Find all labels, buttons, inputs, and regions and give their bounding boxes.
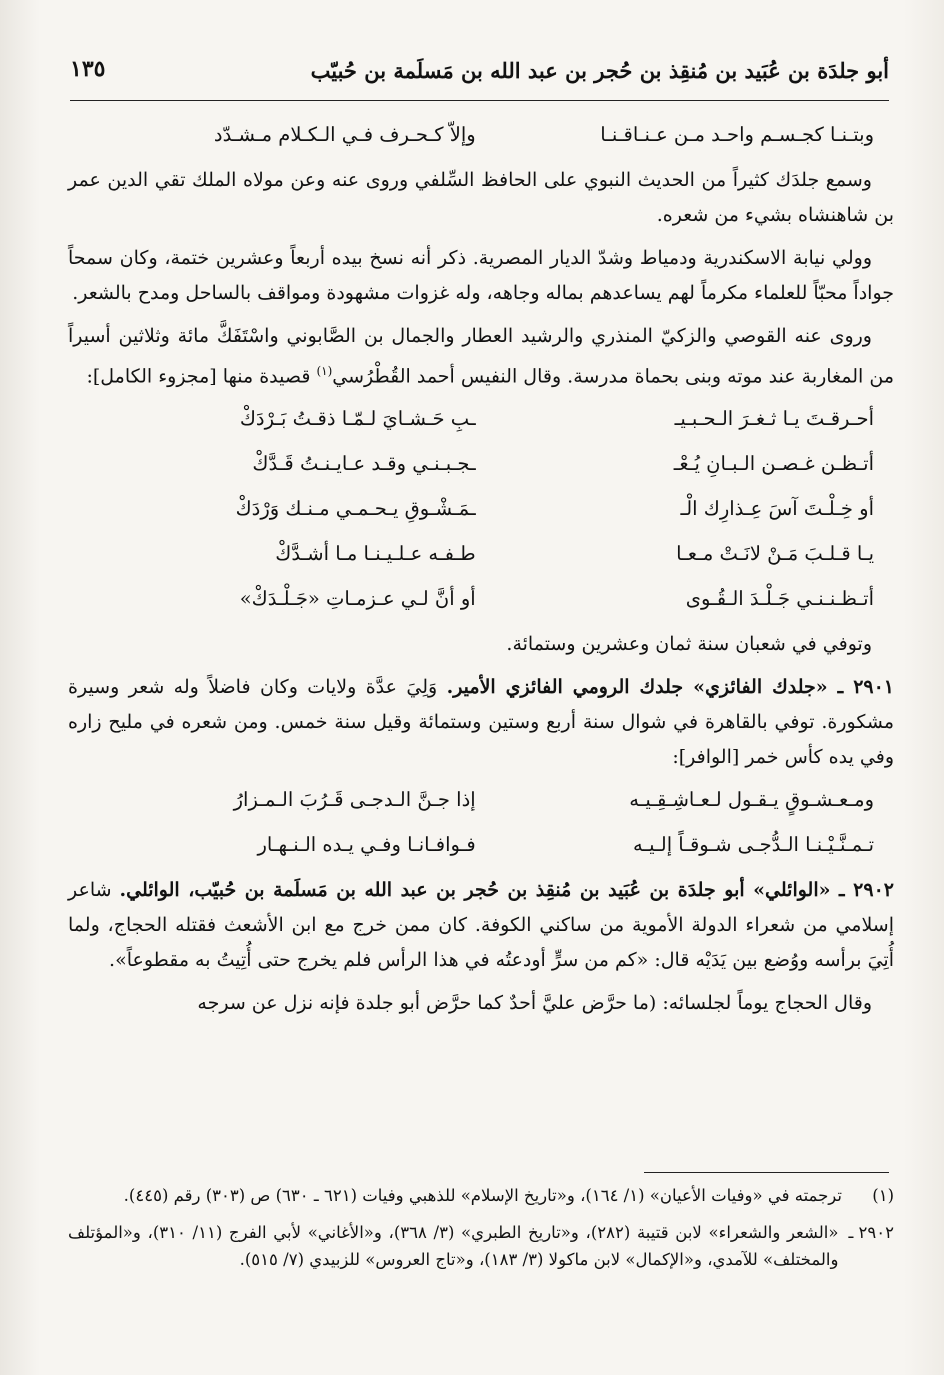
footnote-mark: ٢٩٠٢ ـ — [848, 1223, 894, 1242]
verse-second-hemistich: طـفـه عـلـيـنـا مـا أشـدَّكْ — [275, 542, 476, 566]
paragraph: وقال الحجاج يوماً لجلسائه: (ما حرَّض عليَّ أحدٌ كما حرَّض أبو جلدة فإنه نزل عن سرجه — [197, 992, 872, 1015]
verse-second-hemistich: أو أنَّ لـي عـزمـاتِ «جَـلْـدَكْ» — [239, 587, 476, 611]
verse-first-hemistich: أتـظـنـنـي جَـلْـدَ الـقُـوى — [685, 587, 874, 611]
verse-first-hemistich: يـا قـلـبَ مَـنْ لانَـتْ مـعـا — [676, 542, 874, 566]
paragraph: وتوفي في شعبان سنة ثمان وعشرين وستمائة. — [506, 633, 872, 656]
footnotes — [68, 1182, 894, 1283]
paragraph: وسمع جلدَك كثيراً من الحديث النبوي على الحافظ السِّلفي وروى عنه وعن مولاه الملك تقي الدين عمر بن شاهنشاه بشيء من شعره. — [68, 169, 894, 226]
paragraph-text: وروى عنه القوصي والزكيّ المنذري والرشيد العطار والجمال بن الصَّابوني واسْتَفَكَّ مائة وثلاثين أسيراً من المغاربة عند موته وبنى بحماة مدرسة. وقال النفيس أحمد القُطْرُسي — [68, 325, 894, 388]
verse-second-hemistich: ـجـبـنـي وقـد عـايـنـتُ قَـدَّكْ — [252, 452, 476, 476]
verse-first-hemistich: ومـعـشـوقٍ يـقـول لـعـاشِـقِـيـه — [629, 788, 874, 812]
footnote — [68, 1219, 894, 1273]
verse-second-hemistich: وإلاّ كـحـرف فـي الـكـلام مـشـدّد — [213, 123, 476, 146]
verse-line — [68, 537, 894, 571]
entry-text: شاعر إسلامي من شعراء الدولة الأموية من ساكني الكوفة. كان ممن خرج مع ابن الأشعث فقتله الحجاج، ولما أُتِيَ برأسه ووُضع بين يَدَيْه قال: «كم من سرٍّ أودعتُه في هذا الرأس فلم يخرج حتى أُتِيتُ به مقطوعاً». — [68, 879, 894, 972]
paragraph — [68, 319, 894, 394]
running-title: أبو جلدَة بن عُبَيد بن مُنقِذ بن حُجر بن عبد الله بن مَسلَمة بن حُبيّب — [310, 58, 889, 83]
entry-text: وَلِيَ عدَّة ولايات وكان فاضلاً وله شعر وسيرة مشكورة. توفي بالقاهرة في شوال سنة أربع وستين وستمائة وقيل سنة خمس. ومن شعره في مليح زاره وفي يده كأس خمر [الوافر]: — [68, 676, 894, 769]
footnote-divider — [644, 1172, 889, 1173]
verse-first-hemistich: تـمـنَّـيْـنـا الـدُّجـى شـوقـاً إلـيـه — [632, 833, 874, 857]
entry-heading: ٢٩٠٢ ـ «الوائلي» أبو جلدَة بن عُبَيد بن مُنقِذ بن حُجر بن عبد الله بن مَسلَمة بن حُبيّب، الوائلي. — [119, 879, 894, 902]
verse-line — [68, 582, 894, 616]
footnote-mark: (١) — [872, 1186, 894, 1205]
verse-line — [68, 492, 894, 526]
paragraph-text: قصيدة منها [مجزوء الكامل]: — [86, 365, 311, 388]
verse-second-hemistich: فـوافـانـا وفـي يـده الـنـهـار — [257, 833, 476, 857]
footnote-ref: (١) — [316, 364, 333, 378]
verse-second-hemistich: إذا جـنَّ الـدجـى قَـرُبَ الـمـزارُ — [233, 788, 476, 812]
verse-second-hemistich: ـبِ حَـشـايَ لـمّـا ذقـتُ بَـرْدَكْ — [239, 407, 476, 431]
footnote — [68, 1182, 894, 1209]
verse-line — [68, 402, 894, 436]
paragraph: وولي نيابة الاسكندرية ودمياط وشدّ الديار المصرية. ذكر أنه نسخ بيده أربعاً وعشرين ختمة، وكان سمحاً جواداً محبّاً للعلماء مكرماً لهم يساعدهم بماله وجاهه، وله غزوات مشهودة ومواقف بالساحل ومدح بالشعر. — [68, 247, 894, 304]
verse-line — [68, 828, 894, 862]
footnote-text: «الشعر والشعراء» لابن قتيبة (٢٨٢)، و«تاريخ الطبري» (٣/ ٣٦٨)، و«الأغاني» لأبي الفرج (١١/ ٣١٠)، و«المؤتلف والمختلف» للآمدي، و«الإكمال» لابن ماكولا (٣/ ١٨٣)، و«تاج العروس» للزبيدي (٧/ ٥١٥). — [68, 1223, 839, 1269]
footnote-text: ترجمته في «وفيات الأعيان» (١/ ١٦٤)، و«تاريخ الإسلام» للذهبي وفيات (٦٢١ ـ ٦٣٠) ص (٣٠٣) رقم (٤٤٥). — [123, 1186, 842, 1205]
page-header — [70, 52, 889, 101]
verse-second-hemistich: ـمَـشْـوقِ يـحـمـي مـنـك وَرْدَكْ — [235, 497, 476, 521]
verse-line — [68, 447, 894, 481]
verse-line — [68, 783, 894, 817]
verse-first-hemistich: أحـرقـتَ يـا ثـغـرَ الـحـبـيـ — [674, 407, 874, 431]
page-number: ١٣٥ — [70, 56, 106, 82]
entry-2901 — [68, 670, 894, 775]
entry-heading: ٢٩٠١ ـ «جلدك الفائزي» جلدك الرومي الفائزي الأمير. — [446, 676, 895, 699]
verse-first-hemistich: وبتـنـا كجـسـم واحـد مـن عـنـاقـنـا — [600, 123, 874, 146]
entry-2902 — [68, 873, 894, 978]
verse-first-hemistich: أو خِـلْـتَ آسَ عِـذارِك الْـ — [680, 497, 874, 521]
verse-first-hemistich: أتـظـن غـصـن الـبـانِ يُـعْـ — [673, 452, 874, 476]
main-text — [68, 118, 894, 1029]
verse-line — [68, 118, 894, 152]
